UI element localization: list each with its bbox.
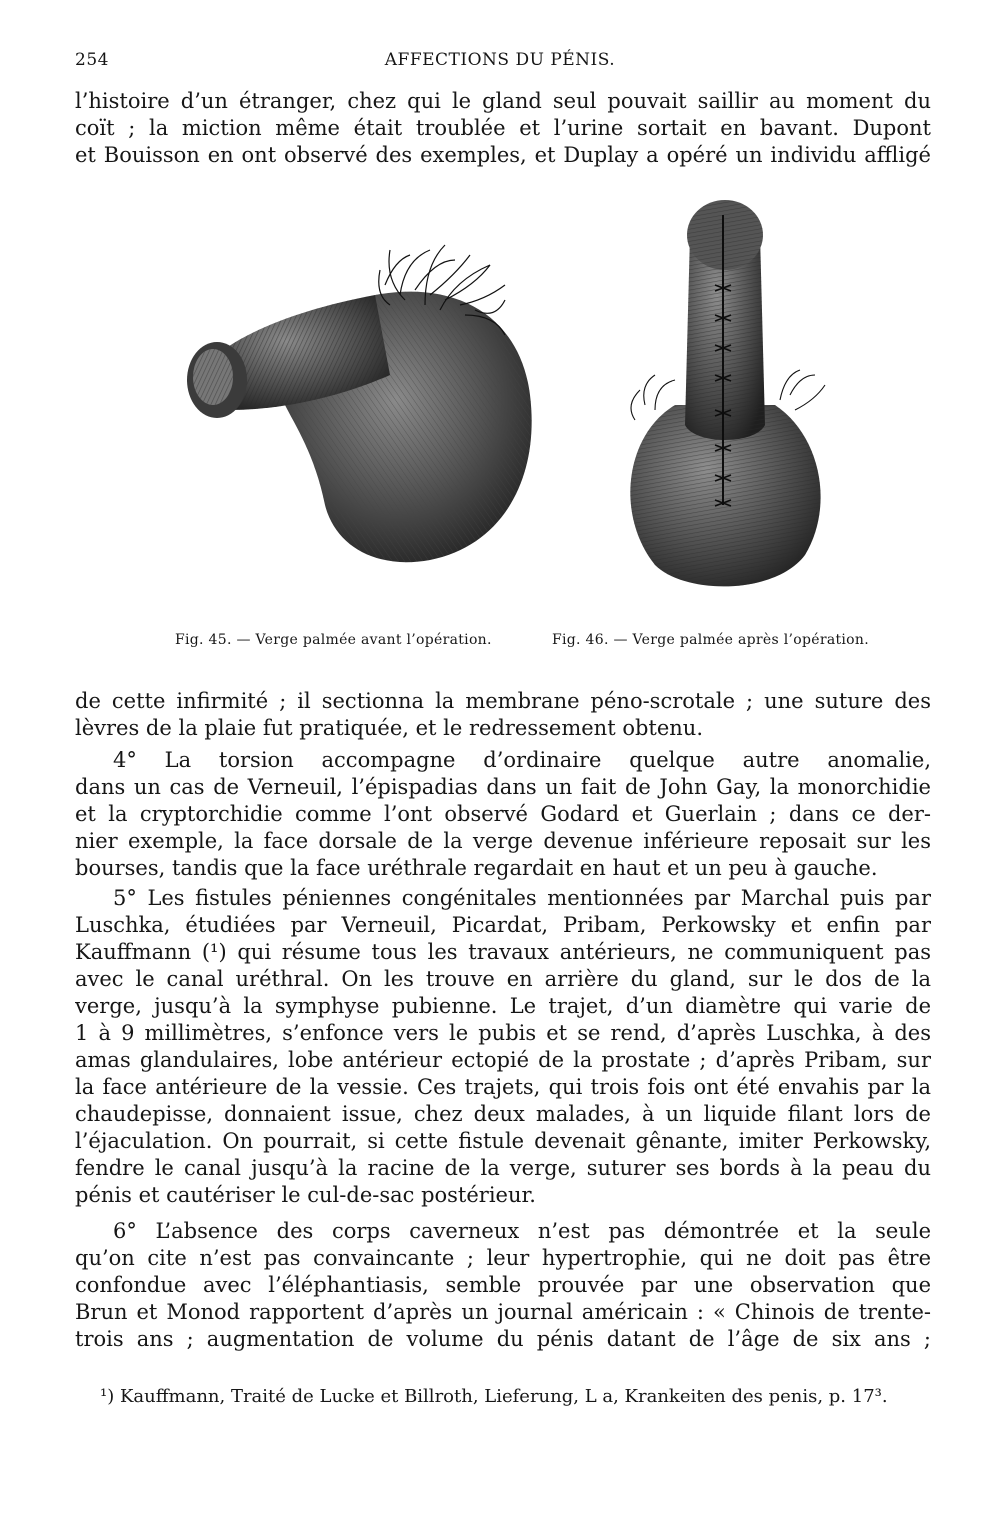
text-line: coït ; la miction même était troublée et l’urine sortait en bavant. Dupont — [75, 116, 931, 140]
figure-46-caption: Fig. 46. — Verge palmée après l’opération. — [552, 632, 869, 648]
text-line: dans un cas de Verneuil, l’épispadias dans un fait de John Gay, la monorchidie — [75, 775, 931, 799]
text-line: bourses, tandis que la face uréthrale regardait en haut et un peu à gauche. — [75, 856, 878, 880]
text-line: confondue avec l’éléphantiasis, semble prouvée par une observation que — [75, 1273, 931, 1297]
page-header — [0, 50, 1000, 80]
figure-45-caption: Fig. 45. — Verge palmée avant l’opération. — [175, 632, 492, 648]
text-line: avec le canal uréthral. On les trouve en arrière du gland, sur le dos de la — [75, 967, 931, 991]
running-title: AFFECTIONS DU PÉNIS. — [384, 50, 616, 70]
text-line: et la cryptorchidie comme l’ont observé Godard et Guerlain ; dans ce der- — [75, 802, 931, 826]
text-line: pénis et cautériser le cul-de-sac postérieur. — [75, 1183, 536, 1207]
text-line: 4° La torsion accompagne d’ordinaire quelque autre anomalie, — [113, 748, 931, 772]
text-line: fendre le canal jusqu’à la racine de la verge, suturer ses bords à la peau du — [75, 1156, 931, 1180]
text-line: l’histoire d’un étranger, chez qui le gland seul pouvait saillir au moment du — [75, 89, 931, 113]
text-line: de cette infirmité ; il sectionna la membrane péno-scrotale ; une suture des — [75, 689, 931, 713]
text-line: chaudepisse, donnaient issue, chez deux malades, à un liquide filant lors de — [75, 1102, 931, 1126]
paragraph-1 — [75, 688, 931, 742]
text-line: nier exemple, la face dorsale de la verge devenue inférieure reposait sur les — [75, 829, 931, 853]
text-line: l’éjaculation. On pourrait, si cette fistule devenait gênante, imiter Perkowsky, — [75, 1129, 931, 1153]
text-line: amas glandulaires, lobe antérieur ectopié de la prostate ; d’après Pribam, sur — [75, 1048, 931, 1072]
text-line: Luschka, étudiées par Verneuil, Picardat, Pribam, Perkowsky et enfin par — [75, 913, 931, 937]
top-text-block — [75, 88, 931, 169]
figure-46-engraving — [605, 195, 845, 595]
text-line: Kauffmann (¹) qui résume tous les travaux antérieurs, ne communiquent pas — [75, 940, 931, 964]
text-line: verge, jusqu’à la symphyse pubienne. Le trajet, d’un diamètre qui varie de — [75, 994, 931, 1018]
text-line: 6° L’absence des corps caverneux n’est pas démontrée et la seule — [113, 1219, 931, 1243]
paragraph-torsion — [75, 747, 931, 882]
text-line: 5° Les fistules péniennes congénitales mentionnées par Marchal puis par — [113, 886, 931, 910]
page-number: 254 — [75, 50, 109, 70]
paragraph-absence — [75, 1218, 931, 1353]
text-line: Brun et Monod rapportent d’après un journal américain : « Chinois de trente- — [75, 1300, 931, 1324]
figure-45-engraving — [175, 225, 555, 585]
paragraph-fistules — [75, 885, 931, 1209]
text-line: et Bouisson en ont observé des exemples, et Duplay a opéré un individu affligé — [75, 143, 931, 167]
text-line: 1 à 9 millimètres, s’enfonce vers le pubis et se rend, d’après Luschka, à des — [75, 1021, 931, 1045]
text-line: lèvres de la plaie fut pratiquée, et le redressement obtenu. — [75, 716, 704, 740]
footnote: ¹) Kauffmann, Traité de Lucke et Billroth, Lieferung, L a, Krankeiten des penis, p. 17³. — [100, 1386, 888, 1407]
text-line: la face antérieure de la vessie. Ces trajets, qui trois fois ont été envahis par la — [75, 1075, 931, 1099]
text-line: qu’on cite n’est pas convaincante ; leur hypertrophie, qui ne doit pas être — [75, 1246, 931, 1270]
text-line: trois ans ; augmentation de volume du pénis datant de l’âge de six ans ; — [75, 1327, 931, 1351]
